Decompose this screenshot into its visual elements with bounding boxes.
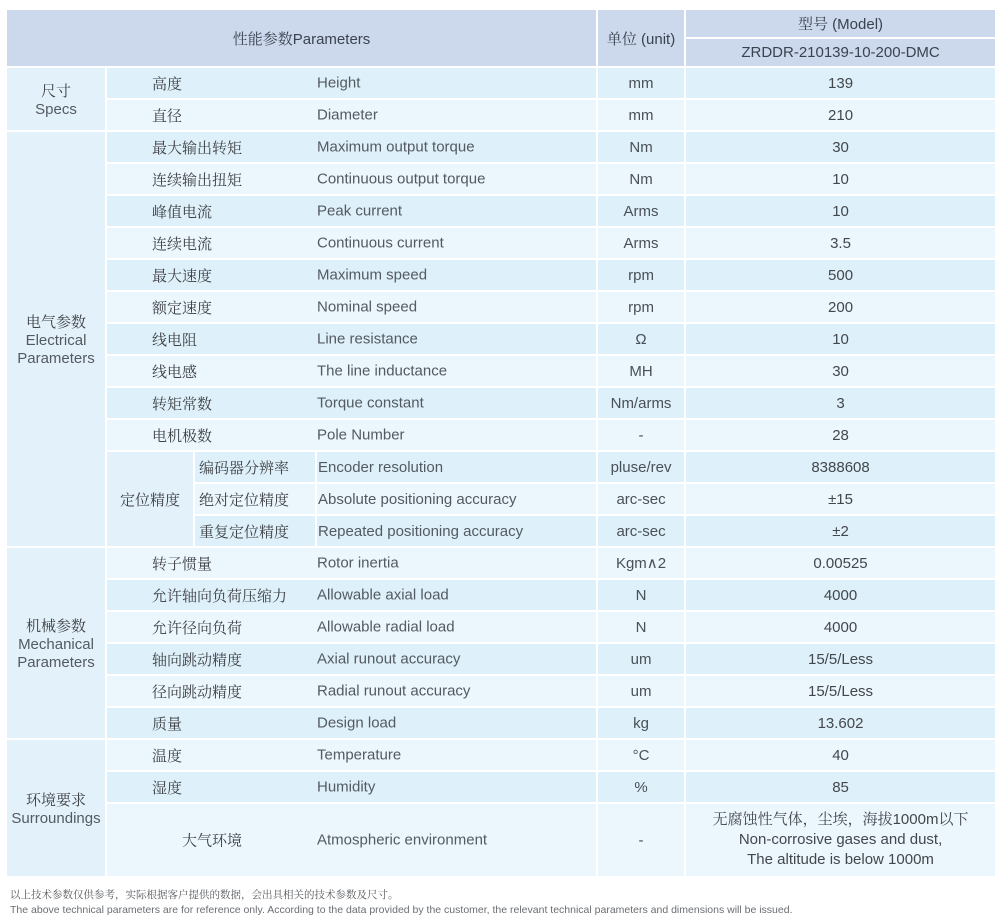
param-cn: 线电阻 — [152, 331, 198, 349]
value-cell: 3.5 — [685, 227, 996, 259]
param-en: Allowable radial load — [317, 618, 455, 636]
group-label-en: Surroundings — [11, 809, 101, 827]
table-row — [6, 99, 996, 131]
value-cell — [685, 803, 996, 877]
table-row — [6, 675, 996, 707]
param-cell — [106, 643, 597, 675]
unit-cell: MH — [597, 355, 685, 387]
param-cn: 最大输出转矩 — [152, 139, 243, 157]
value-cell: 500 — [685, 259, 996, 291]
param-cn-cell: 编码器分辨率 — [194, 451, 316, 483]
value-cell: 15/5/Less — [685, 643, 996, 675]
param-cell — [106, 675, 597, 707]
param-en: Allowable axial load — [317, 586, 449, 604]
param-cell — [106, 771, 597, 803]
value-cell: 8388608 — [685, 451, 996, 483]
param-en-cell: Absolute positioning accuracy — [316, 483, 597, 515]
param-en: Maximum speed — [317, 266, 428, 284]
param-cell — [106, 99, 597, 131]
footnotes — [5, 878, 995, 918]
table-row — [6, 259, 996, 291]
table-row — [6, 195, 996, 227]
value-cell: 10 — [685, 323, 996, 355]
unit-cell: - — [597, 803, 685, 877]
value-cell: 40 — [685, 739, 996, 771]
table-row — [6, 771, 996, 803]
param-cell — [106, 291, 597, 323]
table-row — [6, 227, 996, 259]
param-cn: 连续输出扭矩 — [152, 171, 243, 189]
param-en-cell: Encoder resolution — [316, 451, 597, 483]
param-cn: 转矩常数 — [152, 395, 213, 413]
param-cell — [106, 259, 597, 291]
value-cell: ±2 — [685, 515, 996, 547]
value-cell: 4000 — [685, 611, 996, 643]
param-cell — [106, 67, 597, 99]
param-cn: 最大速度 — [152, 267, 213, 285]
param-cn: 电机极数 — [152, 427, 213, 445]
value-cell: 30 — [685, 131, 996, 163]
model-header: 型号 (Model) — [685, 9, 996, 38]
value-cell: 4000 — [685, 579, 996, 611]
value-cell: 10 — [685, 195, 996, 227]
value-cell: 139 — [685, 67, 996, 99]
param-cell — [106, 547, 597, 579]
param-en: Line resistance — [317, 330, 418, 348]
group-label-en: Electrical Parameters — [17, 331, 95, 367]
value-cell: 0.00525 — [685, 547, 996, 579]
param-en: Maximum output torque — [317, 138, 475, 156]
unit-cell: N — [597, 611, 685, 643]
unit-cell: Nm — [597, 163, 685, 195]
unit-cell: N — [597, 579, 685, 611]
param-en-cell: Repeated positioning accuracy — [316, 515, 597, 547]
table-row — [6, 451, 996, 483]
unit-cell: pluse/rev — [597, 451, 685, 483]
group-label-cn: 环境要求 — [25, 791, 86, 809]
unit-cell: °C — [597, 739, 685, 771]
unit-cell: % — [597, 771, 685, 803]
param-cn: 大气环境 — [181, 832, 242, 850]
value-line: Non-corrosive gases and dust, — [738, 831, 943, 848]
table-row — [6, 131, 996, 163]
unit-cell: Kgm∧2 — [597, 547, 685, 579]
param-cn: 线电感 — [152, 363, 198, 381]
unit-cell: um — [597, 675, 685, 707]
param-cn: 连续电流 — [152, 235, 213, 253]
header-row-1 — [6, 9, 996, 38]
value-cell: 85 — [685, 771, 996, 803]
param-cn: 径向跳动精度 — [152, 683, 243, 701]
footnote-cn: 以上技术参数仅供参考，实际根据客户提供的数据，会出具相关的技术参数及尺寸。 — [10, 889, 399, 901]
param-cell — [106, 355, 597, 387]
parameters-header: 性能参数Parameters — [6, 9, 597, 67]
unit-cell: Arms — [597, 195, 685, 227]
value-cell: 28 — [685, 419, 996, 451]
param-cn: 轴向跳动精度 — [152, 651, 243, 669]
param-cell — [106, 707, 597, 739]
unit-header: 单位 (unit) — [597, 9, 685, 67]
table-row — [6, 163, 996, 195]
unit-cell: Nm — [597, 131, 685, 163]
table-row — [6, 419, 996, 451]
param-cell — [106, 227, 597, 259]
table-row — [6, 323, 996, 355]
group-label-en: Specs — [35, 100, 77, 118]
value-line: 无腐蚀性气体，尘埃，海拔1000m以下 — [712, 811, 969, 828]
param-en: Design load — [317, 714, 397, 732]
value-cell: ±15 — [685, 483, 996, 515]
param-cn: 允许轴向负荷压缩力 — [152, 587, 288, 605]
subgroup-cell-positioning-accuracy: 定位精度 — [106, 451, 194, 547]
table-row — [6, 67, 996, 99]
table-row — [6, 355, 996, 387]
param-en: Radial runout accuracy — [317, 682, 471, 700]
param-cn: 额定速度 — [152, 299, 213, 317]
value-cell: 200 — [685, 291, 996, 323]
param-cell — [106, 803, 597, 877]
param-cn: 直径 — [152, 107, 183, 125]
group-cell-mechanical — [6, 547, 106, 739]
param-cell — [106, 195, 597, 227]
param-cell — [106, 387, 597, 419]
unit-cell: - — [597, 419, 685, 451]
param-en: Humidity — [317, 778, 376, 796]
unit-cell: kg — [597, 707, 685, 739]
value-cell: 15/5/Less — [685, 675, 996, 707]
param-en: Axial runout accuracy — [317, 650, 461, 668]
table-row — [6, 291, 996, 323]
param-cn: 转子惯量 — [152, 555, 213, 573]
param-en: Continuous current — [317, 234, 444, 252]
value-cell: 3 — [685, 387, 996, 419]
value-cell: 30 — [685, 355, 996, 387]
param-en: Rotor inertia — [317, 554, 399, 572]
param-cell — [106, 579, 597, 611]
group-label-cn: 机械参数 — [25, 617, 86, 635]
param-en: Peak current — [317, 202, 403, 220]
param-cn: 湿度 — [152, 779, 183, 797]
param-cn-cell: 绝对定位精度 — [194, 483, 316, 515]
group-cell-specs — [6, 67, 106, 131]
param-cn: 峰值电流 — [152, 203, 213, 221]
unit-cell: Ω — [597, 323, 685, 355]
param-cn: 高度 — [152, 75, 183, 93]
group-label-cn: 电气参数 — [25, 313, 86, 331]
param-en: The line inductance — [317, 362, 448, 380]
value-cell: 13.602 — [685, 707, 996, 739]
unit-cell: Arms — [597, 227, 685, 259]
param-cn: 允许径向负荷 — [152, 619, 243, 637]
table-row — [6, 387, 996, 419]
table-row — [6, 579, 996, 611]
group-cell-electrical — [6, 131, 106, 547]
unit-cell: mm — [597, 67, 685, 99]
group-cell-surroundings — [6, 739, 106, 877]
table-row — [6, 643, 996, 675]
param-cn-cell: 重复定位精度 — [194, 515, 316, 547]
footnote-en: The above technical parameters are for reference only. According to the data provided by the customer, the relevant technical parameters and dimensions will be issued. — [10, 904, 793, 916]
table-row — [6, 707, 996, 739]
param-cell — [106, 739, 597, 771]
table-row — [6, 739, 996, 771]
table-row — [6, 547, 996, 579]
value-line: The altitude is below 1000m — [747, 851, 934, 868]
value-cell: 210 — [685, 99, 996, 131]
unit-cell: rpm — [597, 291, 685, 323]
param-en: Diameter — [317, 106, 378, 124]
param-cell — [106, 131, 597, 163]
param-cell — [106, 611, 597, 643]
unit-cell: arc-sec — [597, 483, 685, 515]
param-cn: 质量 — [152, 715, 183, 733]
model-value: ZRDDR-210139-10-200-DMC — [685, 38, 996, 67]
param-en: Height — [317, 74, 361, 92]
param-cell — [106, 419, 597, 451]
group-label-cn: 尺寸 — [40, 82, 71, 100]
unit-cell: um — [597, 643, 685, 675]
param-en: Pole Number — [317, 426, 405, 444]
param-cell — [106, 163, 597, 195]
param-cell — [106, 323, 597, 355]
param-en: Atmospheric environment — [317, 831, 488, 849]
table-row — [6, 611, 996, 643]
unit-cell: rpm — [597, 259, 685, 291]
unit-cell: mm — [597, 99, 685, 131]
param-en: Temperature — [317, 746, 402, 764]
table-row — [6, 803, 996, 877]
param-en: Nominal speed — [317, 298, 418, 316]
group-label-en: Mechanical Parameters — [17, 635, 95, 671]
param-en: Continuous output torque — [317, 170, 486, 188]
param-en: Torque constant — [317, 394, 424, 412]
param-cn: 温度 — [152, 747, 183, 765]
value-cell: 10 — [685, 163, 996, 195]
unit-cell: arc-sec — [597, 515, 685, 547]
spec-table — [5, 8, 997, 878]
unit-cell: Nm/arms — [597, 387, 685, 419]
